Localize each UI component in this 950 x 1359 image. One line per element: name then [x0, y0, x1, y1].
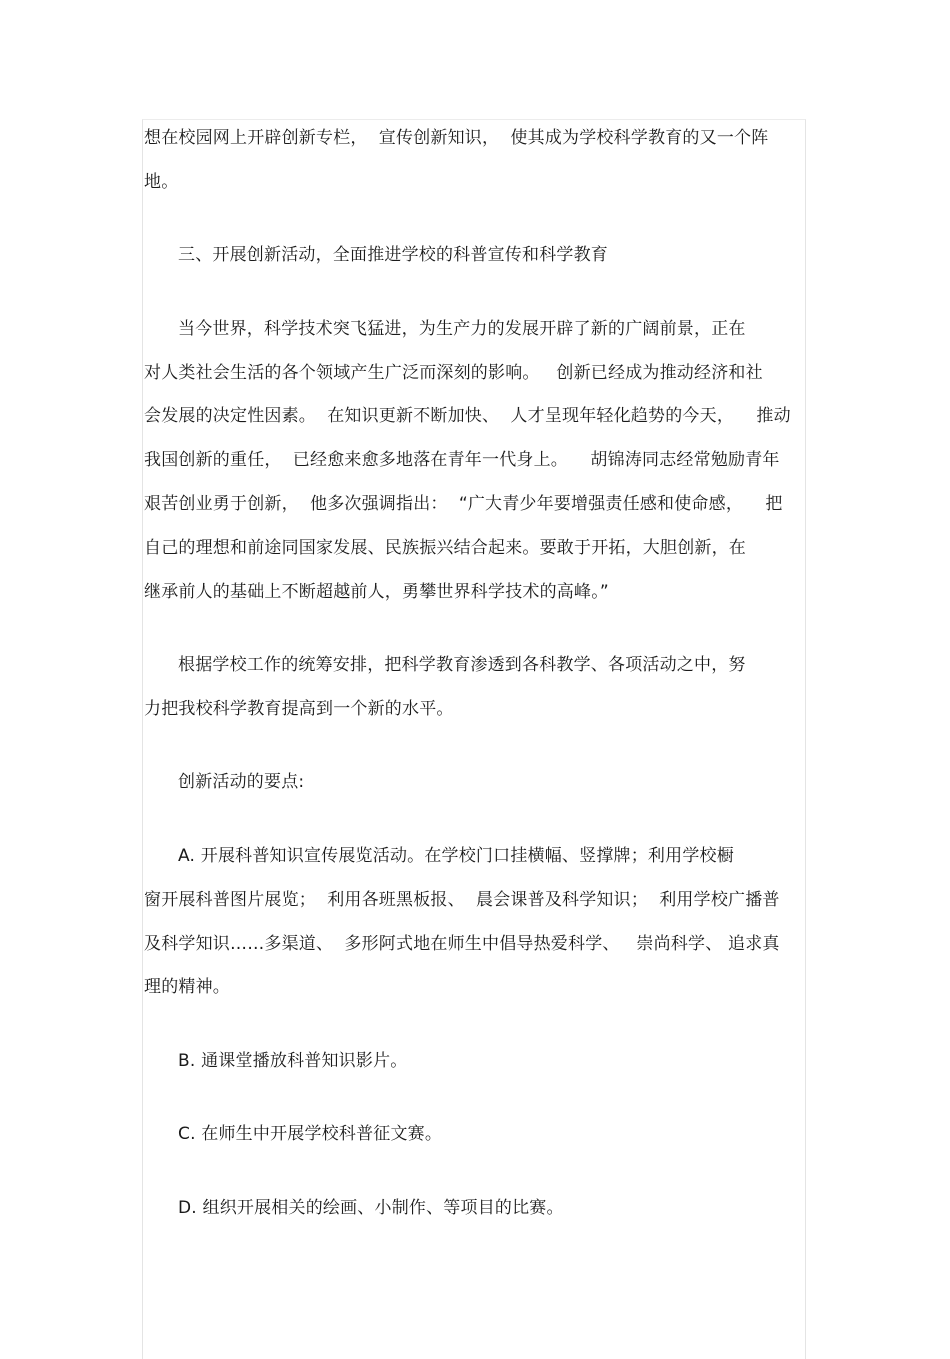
list-item-c: C. 在师生中开展学校科普征文赛。 [178, 1124, 443, 1144]
paragraph-line: 及科学知识……多渠道、 多形阿式地在师生中倡导热爱科学、 崇尚科学、 追求真 [144, 934, 780, 954]
paragraph-line: 自己的理想和前途同国家发展、民族振兴结合起来。要敢于开拓，大胆创新，在 [144, 538, 746, 558]
paragraph-line: 当今世界，科学技术突飞猛进，为生产力的发展开辟了新的广阔前景，正在 [178, 319, 746, 339]
paragraph-line: 理的精神。 [144, 977, 230, 997]
list-heading: 创新活动的要点: [178, 772, 305, 792]
list-item-a: A. 开展科普知识宣传展览活动。在学校门口挂横幅、竖撑牌；利用学校橱 [178, 846, 734, 866]
paragraph-line: 会发展的决定性因素。 在知识更新不断加快、 人才呈现年轻化趋势的今天， 推动 [144, 406, 791, 426]
paragraph-line: 继承前人的基础上不断超越前人，勇攀世界科学技术的高峰。” [144, 582, 609, 602]
list-item-d: D. 组织开展相关的绘画、小制作、等项目的比赛。 [178, 1198, 564, 1218]
section-heading: 三、开展创新活动，全面推进学校的科普宣传和科学教育 [178, 245, 608, 265]
paragraph-line: 根据学校工作的统筹安排，把科学教育渗透到各科教学、各项活动之中，努 [178, 655, 746, 675]
page-frame [142, 119, 806, 1359]
paragraph-line: 窗开展科普图片展览； 利用各班黑板报、 晨会课普及科学知识； 利用学校广播普 [144, 890, 780, 910]
paragraph-line: 力把我校科学教育提高到一个新的水平。 [144, 699, 454, 719]
paragraph-line: 我国创新的重任， 已经愈来愈多地落在青年一代身上。 胡锦涛同志经常勉励青年 [144, 450, 780, 470]
paragraph-line: 地。 [144, 172, 179, 192]
list-item-b: B. 通课堂播放科普知识影片。 [178, 1051, 408, 1071]
paragraph-line: 想在校园网上开辟创新专栏， 宣传创新知识， 使其成为学校科学教育的又一个阵 [144, 128, 769, 148]
paragraph-line: 艰苦创业勇于创新， 他多次强调指出： “广大青少年要增强责任感和使命感， 把 [144, 494, 783, 514]
paragraph-line: 对人类社会生活的各个领域产生广泛而深刻的影响。 创新已经成为推动经济和社 [144, 363, 763, 383]
